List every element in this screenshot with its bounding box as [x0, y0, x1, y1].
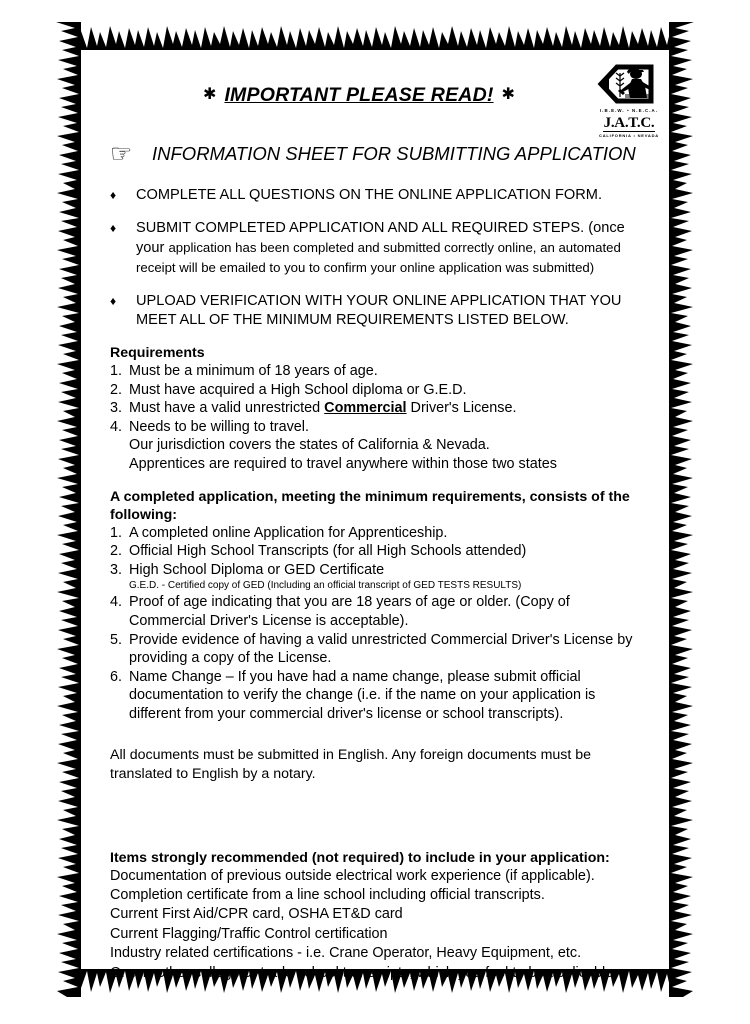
recommended-line: Documentation of previous outside electrical work experience (if applicable).: [110, 867, 595, 884]
subtitle-text: INFORMATION SHEET FOR SUBMITTING APPLICATION: [152, 143, 636, 164]
item-number: 1.: [110, 524, 123, 541]
requirements-extra-line: Apprentices are required to travel anywhere within those two states: [129, 455, 557, 472]
subtitle: [110, 140, 648, 168]
completed-application-section: [110, 488, 648, 724]
item-text: Provide evidence of having a valid unrestricted Commercial Driver's License by providing a copy of the License.: [129, 631, 633, 667]
logo-acronym: J.A.T.C.: [603, 115, 655, 131]
instruction-bullets: [110, 186, 648, 330]
ged-note: G.E.D. - Certified copy of GED (Including an official transcript of GED TESTS RESULTS): [129, 580, 522, 592]
recommended-section: [110, 849, 648, 983]
completed-application-heading: A completed application, meeting the minimum requirements, consists of the following:: [110, 488, 630, 523]
zigzag-pattern-left: [53, 22, 81, 997]
item-number: 3.: [110, 561, 123, 578]
completed-application-item: [110, 631, 648, 668]
bullet-item: [110, 219, 648, 278]
border-band-top: [53, 22, 697, 50]
item-number: 3.: [110, 400, 123, 417]
bullet-text: UPLOAD VERIFICATION WITH YOUR ONLINE APPLICATION THAT YOU MEET ALL OF THE MINIMUM REQUIREMENTS LISTED BELOW.: [136, 293, 622, 328]
item-text-after: Driver's License.: [406, 400, 517, 417]
logo-union-line: I.B.E.W. • N.E.C.A.: [599, 108, 659, 113]
document-content: [110, 64, 659, 981]
requirements-item: [110, 418, 648, 437]
lineman-logo-mark: [587, 64, 671, 108]
star-right-icon: ✱: [501, 86, 515, 103]
item-text: Must be a minimum of 18 years of age.: [129, 363, 378, 379]
requirements-list: [110, 362, 648, 474]
item-text: High School Diploma or GED Certificate: [129, 561, 385, 578]
item-emphasis: Commercial: [324, 400, 407, 417]
diamond-bullet-icon: ♦: [110, 188, 117, 202]
zigzag-pattern-right: [669, 22, 697, 997]
completed-application-item: [110, 593, 648, 630]
recommended-heading: Items strongly recommended (not required) to include in your application:: [110, 849, 610, 866]
logo-states-line: CALIFORNIA • NEVADA: [599, 133, 659, 138]
item-number: 2.: [110, 543, 123, 560]
item-number: 4.: [110, 418, 123, 435]
item-number: 4.: [110, 594, 123, 611]
recommended-line: Completion certificate from a line school including official transcripts.: [110, 886, 545, 903]
item-number: 2.: [110, 381, 123, 398]
item-text: A completed online Application for Apprenticeship.: [129, 524, 448, 541]
star-left-icon: ✱: [203, 86, 217, 103]
completed-application-item: [110, 542, 648, 561]
border-band-left: [53, 22, 81, 997]
item-number: 1.: [110, 363, 123, 379]
recommended-line: Current First Aid/CPR card, OSHA ET&D card: [110, 906, 403, 923]
requirements-extra-line: Our jurisdiction covers the states of California & Nevada.: [129, 437, 490, 454]
completed-application-item: [110, 668, 648, 724]
item-number: 6.: [110, 668, 123, 685]
completed-application-item: [110, 561, 648, 580]
requirements-item: [110, 362, 648, 381]
page-title: [110, 84, 648, 118]
item-text: Name Change – If you have had a name change, please submit official documentation to verify the change (i.e. if the name on your application is different from your commercial driver's license or school transcripts).: [129, 668, 596, 722]
zigzag-pattern-top: [53, 22, 697, 50]
pointing-hand-icon: ☞: [110, 140, 133, 168]
requirements-item: [110, 399, 648, 418]
item-text: Proof of age indicating that you are 18 years of age or older. (Copy of Commercial Driver's License is acceptable).: [129, 594, 570, 629]
recommended-line: Industry related certifications - i.e. Crane Operator, Heavy Equipment, etc.: [110, 945, 582, 962]
diamond-bullet-icon: ♦: [110, 294, 117, 308]
item-text: Needs to be willing to travel.: [129, 418, 309, 435]
completed-application-list: [110, 524, 648, 724]
bullet-text: COMPLETE ALL QUESTIONS ON THE ONLINE APPLICATION FORM.: [136, 187, 603, 203]
recommended-line: Current Flagging/Traffic Control certification: [110, 925, 388, 942]
diamond-bullet-icon: ♦: [110, 221, 117, 235]
item-text: Must have a valid unrestricted: [129, 400, 325, 417]
bullet-item: [110, 292, 648, 330]
page-title-text: IMPORTANT PLEASE READ!: [224, 84, 494, 106]
recommended-list: [110, 867, 648, 983]
bullet-continuation: application has been completed and submitted correctly online, an automated receipt will be emailed to you to confirm your online application was submitted): [136, 240, 621, 275]
item-number: 5.: [110, 631, 123, 648]
item-text: Must have acquired a High School diploma or G.E.D.: [129, 381, 467, 398]
notary-paragraph: All documents must be submitted in English. Any foreign documents must be translated to English by a notary.: [110, 746, 592, 782]
item-text: Official High School Transcripts (for all High Schools attended): [129, 543, 527, 560]
recommended-line: Or any other college or trade school transcripts, which you feel to be applicable.: [110, 964, 618, 981]
completed-application-item: [110, 524, 648, 543]
bullet-item: [110, 186, 648, 205]
requirements-item: [110, 381, 648, 400]
jatc-logo: [587, 64, 671, 138]
requirements-heading: Requirements: [110, 345, 205, 361]
requirements-section: [110, 344, 648, 474]
bullet-text: SUBMIT COMPLETED APPLICATION AND ALL REQUIRED STEPS. (once your: [136, 220, 625, 256]
border-band-right: [669, 22, 697, 997]
